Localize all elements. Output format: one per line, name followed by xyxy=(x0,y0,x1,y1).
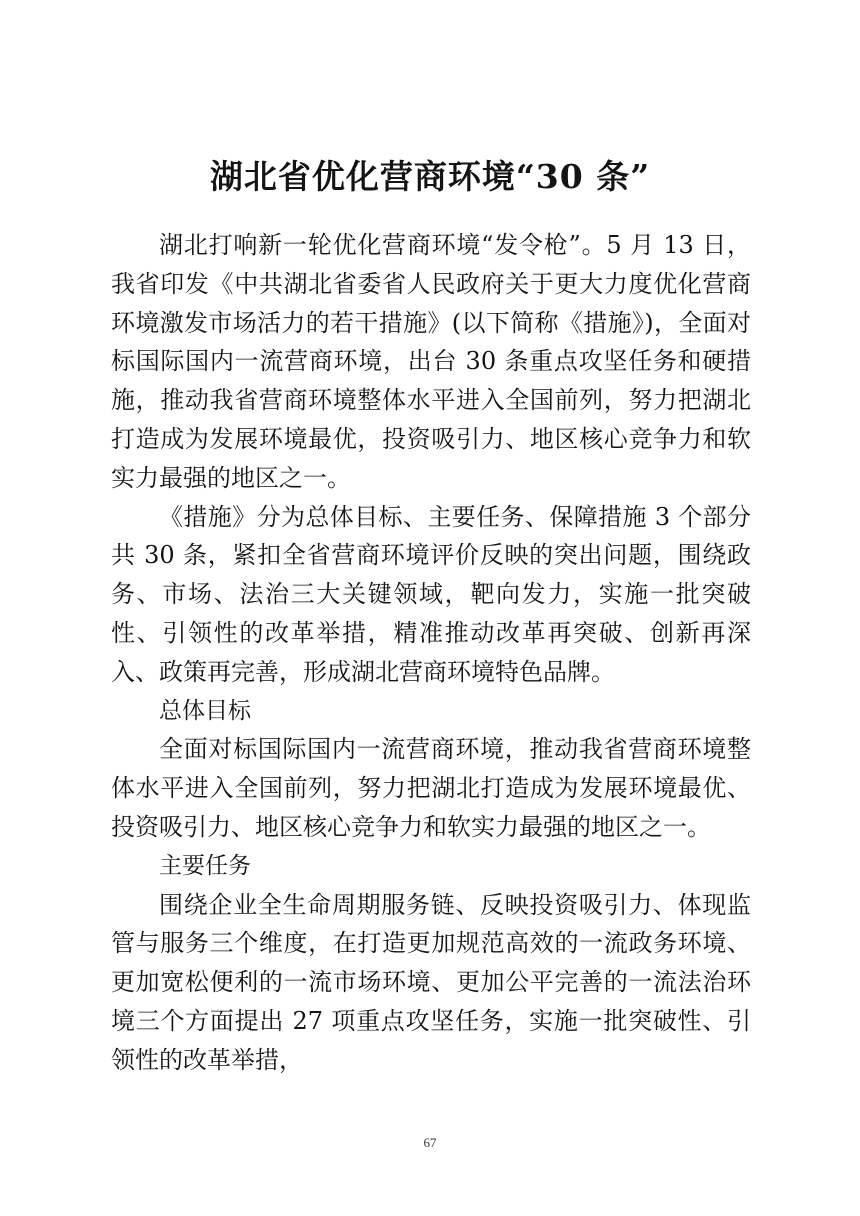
paragraph-intro: 湖北打响新一轮优化营商环境“发令枪”。5 月 13 日，我省印发《中共湖北省委省人民政府关于更大力度优化营商环境激发市场活力的若干措施》(以下简称《措施》)，全面对标国际国内一流营商环境，出台 30 条重点攻坚任务和硬措施，推动我省营商环境整体水平进入全国前列，努力把湖北打造成为发展环境最优，投资吸引力、地区核心竞争力和软实力最强的地区之一。 xyxy=(111,231,751,492)
document-title: 湖北省优化营商环境“30 条” xyxy=(209,157,651,197)
page-number: 67 xyxy=(423,1135,437,1150)
paragraph-main-tasks: 围绕企业全生命周期服务链、反映投资吸引力、体现监管与服务三个维度，在打造更加规范高效的一流政务环境、更加宽松便利的一流市场环境、更加公平完善的一流法治环境三个方面提出 27 项重点攻坚任务，实施一批突破性、引领性的改革举措， xyxy=(111,890,751,1074)
document-body xyxy=(111,226,751,1080)
paragraph-overall-goal: 全面对标国际国内一流营商环境，推动我省营商环境整体水平进入全国前列，努力把湖北打造成为发展环境最优、投资吸引力、地区核心竞争力和软实力最强的地区之一。 xyxy=(111,735,751,841)
paragraph-structure: 《措施》分为总体目标、主要任务、保障措施 3 个部分共 30 条，紧扣全省营商环境评价反映的突出问题，围绕政务、市场、法治三大关键领域，靶向发力，实施一批突破性、引领性的改革举措，精准推动改革再突破、创新再深入、政策再完善，形成湖北营商环境特色品牌。 xyxy=(111,502,751,686)
section-heading-overall-goal: 总体目标 xyxy=(159,697,251,724)
section-heading-main-tasks: 主要任务 xyxy=(159,852,251,879)
